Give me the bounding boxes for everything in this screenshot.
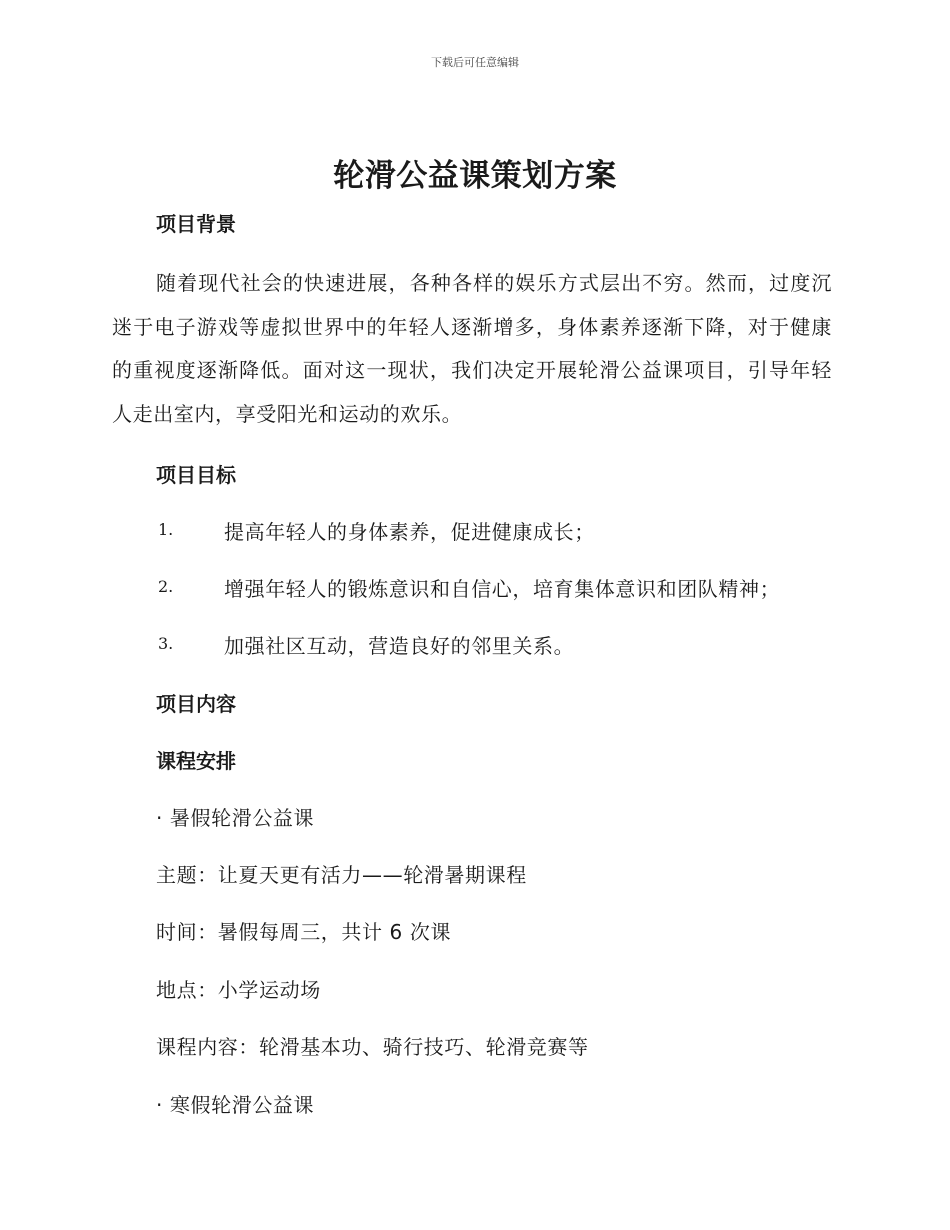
goal-item-number: 2. bbox=[158, 577, 174, 596]
section-heading-content: 项目内容 bbox=[156, 692, 236, 716]
header-note: 下载后可任意编辑 bbox=[431, 56, 519, 69]
goal-item-number: 1. bbox=[158, 520, 174, 539]
section-heading-goals: 项目目标 bbox=[156, 463, 236, 487]
goal-item-text: 提高年轻人的身体素养，促进健康成长； bbox=[224, 520, 595, 544]
section-heading-background: 项目背景 bbox=[156, 212, 236, 236]
goal-item-text: 增强年轻人的锻炼意识和自信心，培育集体意识和团队精神； bbox=[224, 577, 781, 601]
document-title: 轮滑公益课策划方案 bbox=[333, 158, 617, 194]
background-paragraph: 随着现代社会的快速进展，各种各样的娱乐方式层出不穷。然而，过度沉迷于电子游戏等虚拟世界中的年轻人逐渐增多，身体素养逐渐下降，对于健康的重视度逐渐降低。面对这一现状，我们决定开展轮滑公益课项目，引导年轻人走出室内，享受阳光和运动的欢乐。 bbox=[112, 271, 832, 426]
goal-item-number: 3. bbox=[158, 634, 174, 653]
goal-item-text: 加强社区互动，营造良好的邻里关系。 bbox=[224, 634, 575, 658]
summer-course-theme: 主题：让夏天更有活力——轮滑暑期课程 bbox=[156, 863, 527, 887]
summer-course-place: 地点：小学运动场 bbox=[156, 978, 321, 1002]
summer-course-bullet: · 暑假轮滑公益课 bbox=[156, 806, 315, 830]
summer-course-time: 时间：暑假每周三，共计 6 次课 bbox=[156, 920, 452, 944]
subsection-heading-schedule: 课程安排 bbox=[156, 749, 236, 773]
summer-course-content: 课程内容：轮滑基本功、骑行技巧、轮滑竞赛等 bbox=[156, 1035, 589, 1059]
winter-course-bullet: · 寒假轮滑公益课 bbox=[156, 1093, 315, 1117]
